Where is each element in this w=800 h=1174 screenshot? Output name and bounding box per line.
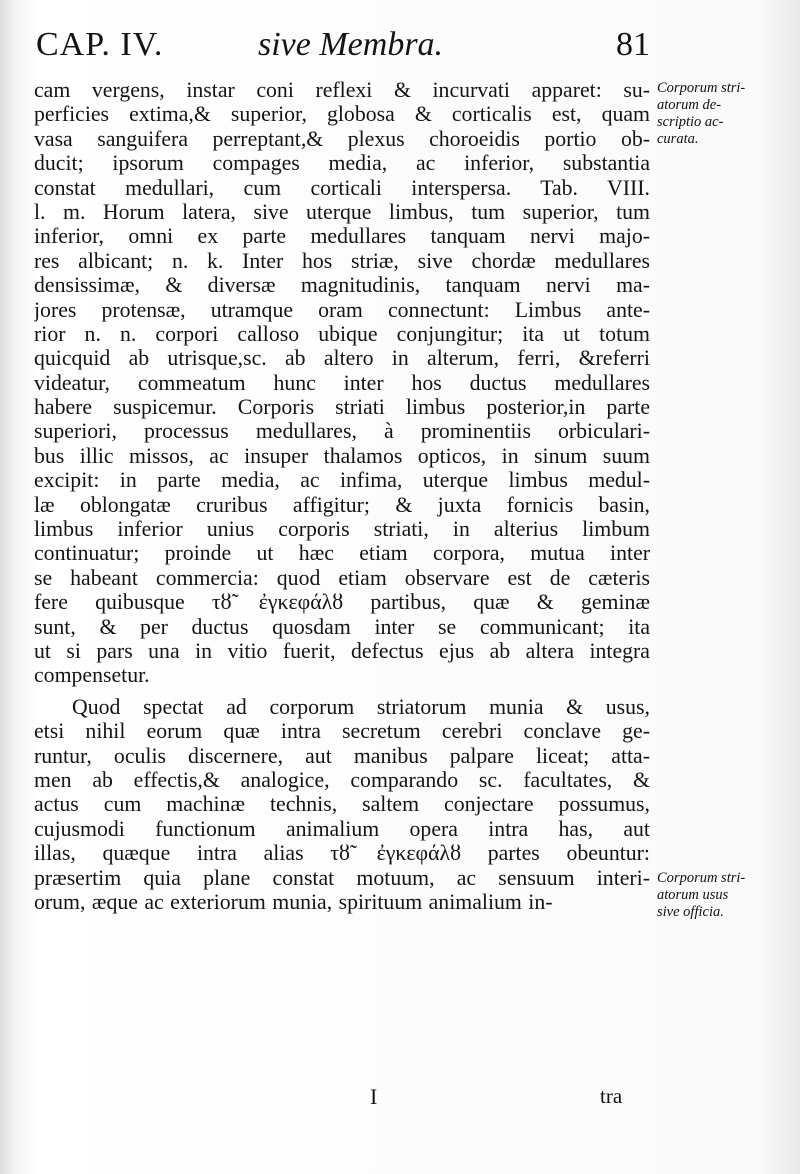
text-line: læ oblongatæ cruribus affigitur; & juxta fornicis basin, [34,492,650,517]
text-line: continuatur; proinde ut hæc etiam corpora, mutua inter [34,541,650,566]
text-line: men ab effectis,& analogice, comparando sc. facultates, & [34,767,650,792]
running-title: sive Membra. [258,26,444,63]
text-line: sunt, & per ductus quosdam inter se communicant; ita [34,614,650,639]
text-line: ut si pars una in vitio fuerit, defectus ejus ab altera integra [34,638,650,663]
text-line: runtur, oculis discernere, aut manibus palpare liceat; atta- [34,743,650,768]
text-line: rior n. n. corpori calloso ubique conjungitur; ita ut totum [34,321,650,346]
text-line: perficies extima,& superior, globosa & corticalis est, quam [34,102,650,127]
text-line: fere quibusque τȣ̃ ἐγκεφάλȣ partibus, quæ & geminæ [34,590,650,615]
text-line: jores protensæ, utramque oram connectunt: Limbus ante- [34,297,650,322]
text-line: etsi nihil eorum quæ intra secretum cerebri conclave ge- [34,719,650,744]
text-line: illas, quæque intra alias τȣ̃ ἐγκεφάλȣ partes obeuntur: [34,841,650,866]
text-line: præsertim quia plane constat motuum, ac sensuum interi- [34,865,650,890]
paragraph-1 [34,78,650,688]
text-line: l. m. Horum latera, sive uterque limbus, tum superior, tum [34,199,650,224]
paragraph-2 [34,695,650,915]
text-line: limbus inferior unius corporis striati, in alterius limbum [34,517,650,542]
text-line: orum, æque ac exteriorum munia, spirituum animalium in- [34,889,553,914]
margin-note-text: Corporum stri- atorum de- scriptio ac- curata. [657,80,746,147]
text-line: bus illic missos, ac insuper thalamos opticos, in sinum suum [34,443,650,468]
text-line: vasa sanguifera perreptant,& plexus choroeidis portio ob- [34,126,650,151]
text-line: habere suspicemur. Corporis striati limbus posterior,in parte [34,395,650,420]
signature-mark: I [370,1084,378,1109]
text-line: densissimæ, & diversæ magnitudinis, tanquam nervi ma- [34,273,650,298]
margin-note-usage [657,870,797,921]
text-line: Quod spectat ad corporum striatorum munia & usus, [72,694,650,719]
text-line: ducit; ipsorum compages media, ac inferior, substantia [34,151,650,176]
text-line: actus cum machinæ technis, saltem conjectare possumus, [34,792,650,817]
text-line: excipit: in parte media, ac infima, uterque limbus medul- [34,468,650,493]
text-line: videatur, commeatum hunc inter hos ductus medullares [34,370,650,395]
body-text [34,78,650,914]
text-line: inferior, omni ex parte medullares tanquam nervi majo- [34,224,650,249]
catchword: tra [600,1084,623,1108]
text-line: superiori, processus medullares, à prominentiis orbiculari- [34,419,650,444]
text-line: cam vergens, instar coni reflexi & incurvati apparet: su- [34,78,650,102]
text-line: res albicant; n. k. Inter hos striæ, sive chordæ medullares [34,248,650,273]
text-line: se habeant commercia: quod etiam observare est de cæteris [34,565,650,590]
margin-note-description [657,80,797,148]
text-line: cujusmodi functionum animalium opera intra has, aut [34,816,650,841]
text-line: constat medullari, cum corticali interspersa. Tab. VIII. [34,175,650,200]
chapter-heading: CAP. IV. [36,26,164,63]
page-number: 81 [616,26,650,63]
text-line: quicquid ab utrisque,sc. ab altero in alterum, ferri, &referri [34,346,650,371]
text-line: compensetur. [34,663,150,688]
margin-note-text: Corporum stri- atorum usus sive officia. [657,870,746,920]
running-header [30,22,670,72]
